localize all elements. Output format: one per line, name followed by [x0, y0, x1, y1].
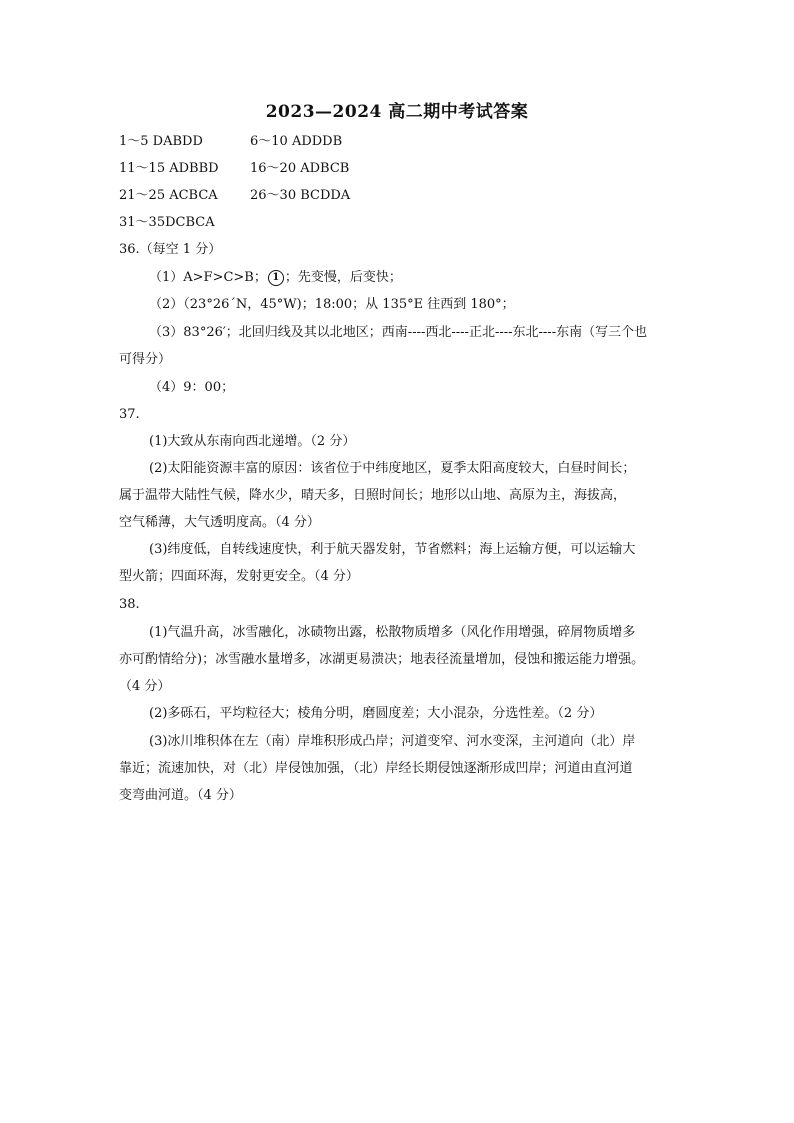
q37-part-1: (1)大致从东南向西北递增。（2 分） [149, 434, 356, 449]
q38-part-1-line-1: (1)气温升高，冰雪融化，冰碛物出露，松散物质增多（风化作用增强，碎屑物质增多 [149, 625, 636, 640]
q36-answer-2: （2）（23°26ˊN，45°W)；18:00；从 135°E 往西到 180°； [149, 297, 515, 312]
q37-part-3-line-2: 型火箭；四面环海，发射更安全。（4 分） [119, 569, 359, 584]
choice-answers-26-30: 26～30 BCDDA [250, 188, 351, 203]
page-title: 2023—2024 高二期中考试答案 [265, 102, 529, 122]
choice-answers-1-5: 1～5 DABDD [119, 134, 203, 149]
q36-answer-3-line-1: （3）83°26′；北回归线及其以北地区；西南----西北----正北----东北----东南（写三个也 [149, 325, 648, 340]
q38-part-3-line-1: (3)冰川堆积体在左（南）岸堆积形成凸岸；河道变窄、河水变深，主河道向（北）岸 [149, 734, 636, 749]
q38-part-3-line-3: 变弯曲河道。（4 分） [119, 788, 242, 803]
q36-answer-1 [149, 269, 402, 287]
q36-answer-1-post: ；先变慢，后变快； [284, 270, 402, 285]
q38-part-1-line-2: 亦可酌情给分)；冰雪融水量增多，冰湖更易溃决；地表径流量增加，侵蚀和搬运能力增强。 [119, 652, 645, 667]
choice-answers-6-10: 6～10 ADDDB [250, 134, 343, 149]
circled-number-one: 1 [268, 270, 284, 286]
q36-answer-1-pre: （1）A>F>C>B； [149, 270, 267, 285]
choice-answers-16-20: 16～20 ADBCB [250, 161, 350, 176]
q36-heading: 36.（每空 1 分） [119, 242, 222, 257]
choice-answers-21-25: 21～25 ACBCA [119, 188, 218, 203]
q38-part-2: (2)多砾石，平均粒径大；棱角分明，磨圆度差；大小混杂，分选性差。（2 分） [149, 706, 603, 721]
q36-answer-4: （4）9：00； [149, 380, 235, 395]
q37-heading: 37. [119, 407, 140, 422]
choice-answers-11-15: 11～15 ADBBD [119, 161, 219, 176]
choice-answers-31-35: 31～35DCBCA [119, 215, 215, 230]
q37-part-2-line-2: 属于温带大陆性气候，降水少，晴天多，日照时间长；地形以山地、高原为主，海拔高， [119, 488, 627, 503]
q37-part-3-line-1: (3)纬度低，自转线速度快，利于航天器发射，节省燃料；海上运输方便，可以运输大 [149, 542, 636, 557]
q38-part-1-line-3: （4 分） [119, 679, 171, 694]
q36-answer-3-line-2: 可得分） [119, 352, 172, 367]
q37-part-2-line-3: 空气稀薄，大气透明度高。（4 分） [119, 515, 320, 530]
q37-part-2-line-1: (2)太阳能资源丰富的原因：该省位于中纬度地区，夏季太阳高度较大，白昼时间长； [149, 461, 636, 476]
q38-part-3-line-2: 靠近；流速加快，对（北）岸侵蚀加强，（北）岸经长期侵蚀逐渐形成凹岸；河道由直河道 [119, 761, 633, 776]
q38-heading: 38. [119, 597, 140, 612]
